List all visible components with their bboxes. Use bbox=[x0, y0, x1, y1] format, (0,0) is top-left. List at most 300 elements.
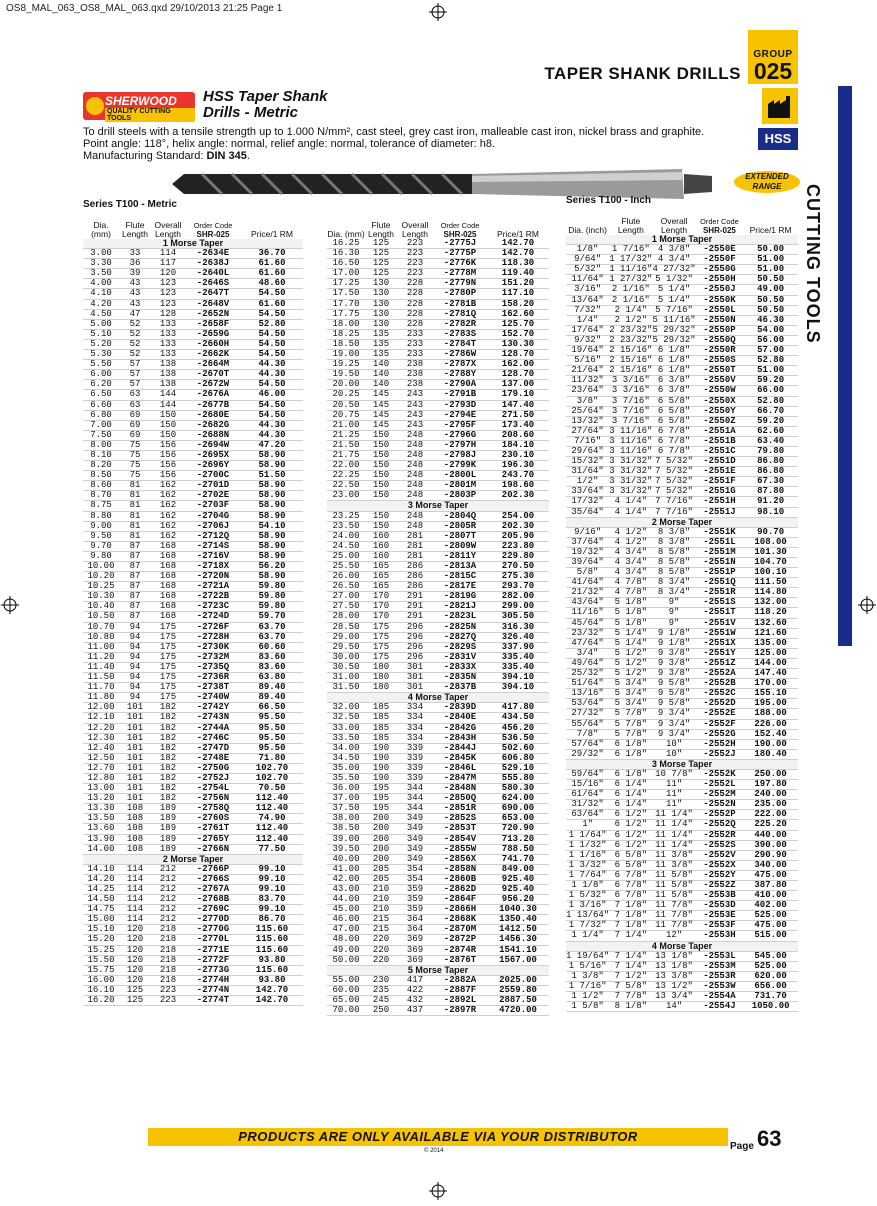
flute-length-cell: 7 1/2" bbox=[614, 970, 648, 981]
table-row bbox=[327, 763, 549, 773]
order-code-cell: -2783S bbox=[443, 328, 477, 339]
flute-length-cell: 150 bbox=[372, 439, 390, 450]
flute-length-cell: 150 bbox=[372, 510, 390, 521]
price-cell: 59.70 bbox=[258, 611, 286, 622]
overall-length-cell: 349 bbox=[406, 823, 424, 834]
overall-length-cell: 432 bbox=[406, 995, 424, 1006]
overall-length-cell: 168 bbox=[159, 540, 177, 551]
order-code-cell: -2680E bbox=[196, 409, 230, 420]
table-row bbox=[83, 602, 303, 612]
table-row bbox=[566, 315, 798, 325]
order-code-cell: -2848N bbox=[443, 783, 477, 794]
order-code-cell: -2752J bbox=[196, 772, 230, 783]
order-code-cell: -2677B bbox=[196, 399, 230, 410]
flute-length-cell: 81 bbox=[129, 520, 141, 531]
table-row bbox=[566, 790, 798, 800]
overall-length-cell: 238 bbox=[406, 379, 424, 390]
order-code-cell: -2760S bbox=[196, 813, 230, 824]
overall-length-cell: 175 bbox=[159, 692, 177, 703]
table-row bbox=[566, 951, 798, 961]
flute-length-cell: 175 bbox=[372, 631, 390, 642]
order-code-cell: -2872P bbox=[443, 934, 477, 945]
overall-length-cell: 334 bbox=[406, 702, 424, 713]
header-overall: Overall Length bbox=[401, 220, 429, 239]
diameter-cell: 55/64" bbox=[571, 718, 604, 729]
price-cell: 580.30 bbox=[501, 783, 535, 794]
table-row bbox=[327, 541, 549, 551]
overall-length-cell: 359 bbox=[406, 904, 424, 915]
diameter-cell: 1 7/64" bbox=[568, 869, 607, 880]
table-row bbox=[327, 915, 549, 925]
price-cell: 50.50 bbox=[757, 294, 785, 305]
flute-length-cell: 4 7/8" bbox=[614, 587, 648, 598]
order-code-cell: -2815C bbox=[443, 571, 477, 582]
diameter-cell: 14.00 bbox=[87, 843, 115, 854]
order-code-cell: -2552X bbox=[703, 859, 736, 870]
flute-length-cell: 3 3/16" bbox=[611, 375, 650, 386]
table-row bbox=[327, 673, 549, 683]
diameter-cell: 41/64" bbox=[571, 577, 604, 588]
price-cell: 223.80 bbox=[501, 540, 535, 551]
table-row bbox=[83, 350, 303, 360]
flute-length-cell: 5 1/2" bbox=[614, 647, 648, 658]
flute-length-cell: 36 bbox=[129, 258, 141, 269]
price-cell: 54.50 bbox=[258, 379, 286, 390]
table-row bbox=[566, 265, 798, 275]
overall-length-cell: 138 bbox=[159, 379, 177, 390]
overall-length-cell: 334 bbox=[406, 712, 424, 723]
order-code-cell: -2851R bbox=[443, 803, 477, 814]
table-row bbox=[83, 753, 303, 763]
overall-length-cell: 6 5/8" bbox=[657, 405, 691, 416]
flute-length-cell: 94 bbox=[129, 672, 141, 683]
price-cell: 1040.30 bbox=[499, 904, 537, 915]
price-cell: 226.00 bbox=[754, 718, 787, 729]
price-cell: 179.10 bbox=[501, 389, 535, 400]
overall-length-cell: 248 bbox=[406, 480, 424, 491]
table-row bbox=[566, 1002, 798, 1012]
overall-length-cell: 10 7/8" bbox=[655, 768, 693, 779]
order-code-cell: -2552C bbox=[703, 688, 736, 699]
diameter-cell: 40.00 bbox=[332, 853, 360, 864]
overall-length-cell: 364 bbox=[406, 924, 424, 935]
price-cell: 115.60 bbox=[255, 944, 289, 955]
diameter-cell: 15/16" bbox=[571, 779, 604, 790]
table-row bbox=[566, 275, 798, 285]
order-code-cell: -2550E bbox=[703, 244, 736, 255]
order-code-cell: -2696Y bbox=[196, 460, 230, 471]
price-cell: 99.10 bbox=[258, 873, 286, 884]
price-cell: 58.90 bbox=[258, 449, 286, 460]
diameter-cell: 24.00 bbox=[332, 530, 360, 541]
diameter-cell: 1 19/64" bbox=[566, 950, 610, 961]
diameter-cell: 59/64" bbox=[571, 768, 604, 779]
overall-length-cell: 168 bbox=[159, 611, 177, 622]
price-cell: 142.70 bbox=[501, 238, 535, 248]
overall-length-cell: 349 bbox=[406, 853, 424, 864]
price-cell: 410.00 bbox=[754, 890, 787, 901]
order-code-cell: -2780P bbox=[443, 288, 477, 299]
order-code-cell: -2784T bbox=[443, 338, 477, 349]
flute-length-cell: 125 bbox=[372, 238, 390, 248]
flute-length-cell: 2 23/32" bbox=[609, 334, 653, 345]
price-cell: 44.30 bbox=[258, 429, 286, 440]
table-row bbox=[327, 259, 549, 269]
order-code-cell: -2550P bbox=[703, 324, 736, 335]
table-row bbox=[83, 309, 303, 319]
table-row bbox=[327, 531, 549, 541]
order-code-cell: -2723C bbox=[196, 601, 230, 612]
flute-length-cell: 75 bbox=[129, 460, 141, 471]
flute-length-cell: 130 bbox=[372, 288, 390, 299]
table-row bbox=[566, 245, 798, 255]
price-cell: 104.70 bbox=[754, 557, 787, 567]
order-code-cell: -2672W bbox=[196, 379, 230, 390]
table-row bbox=[83, 864, 303, 874]
flute-length-cell: 150 bbox=[372, 429, 390, 440]
order-code-cell: -2833X bbox=[443, 661, 477, 672]
overall-length-cell: 182 bbox=[159, 772, 177, 783]
diameter-cell: 20.75 bbox=[332, 409, 360, 420]
diameter-cell: 5.50 bbox=[90, 359, 112, 370]
table-row bbox=[83, 834, 303, 844]
table-row bbox=[83, 339, 303, 349]
table-row bbox=[566, 346, 798, 356]
diameter-cell: 5.10 bbox=[90, 328, 112, 339]
order-code-cell: -2837B bbox=[443, 682, 477, 693]
table-row bbox=[83, 612, 303, 622]
overall-length-cell: 182 bbox=[159, 702, 177, 713]
header-dia: Dia. (inch) bbox=[568, 225, 607, 235]
diameter-cell: 3/8" bbox=[576, 395, 599, 406]
order-code-cell: -2551S bbox=[703, 597, 736, 608]
order-code-cell: -2662K bbox=[196, 349, 230, 360]
order-code-cell: -2702E bbox=[196, 490, 230, 501]
diameter-cell: 30.00 bbox=[332, 651, 360, 662]
flute-length-cell: 150 bbox=[372, 470, 390, 481]
table-row bbox=[83, 925, 303, 935]
diameter-cell: 9/64" bbox=[574, 254, 602, 265]
order-code-cell: -2703F bbox=[196, 500, 230, 511]
overall-length-cell: 11 5/8" bbox=[655, 869, 693, 880]
price-cell: 108.00 bbox=[754, 536, 787, 547]
overall-length-cell: 117 bbox=[159, 258, 177, 269]
order-code-cell: -2732M bbox=[196, 651, 230, 662]
price-cell: 402.00 bbox=[754, 900, 787, 911]
table-row bbox=[83, 996, 303, 1006]
order-code-cell: -2858N bbox=[443, 863, 477, 874]
diameter-cell: 28.00 bbox=[332, 611, 360, 622]
flute-length-cell: 195 bbox=[372, 783, 390, 794]
price-cell: 102.70 bbox=[255, 762, 289, 773]
diameter-cell: 20.50 bbox=[332, 399, 360, 410]
order-code-cell: -2550R bbox=[703, 345, 736, 356]
overall-length-cell: 369 bbox=[406, 934, 424, 945]
price-cell: 56.20 bbox=[258, 561, 286, 571]
diameter-cell: 47/64" bbox=[571, 637, 604, 648]
table-row bbox=[327, 461, 549, 471]
diameter-cell: 10.25 bbox=[87, 581, 115, 592]
price-cell: 48.60 bbox=[258, 278, 286, 289]
table-row bbox=[83, 370, 303, 380]
price-cell: 66.50 bbox=[258, 702, 286, 713]
price-cell: 299.00 bbox=[501, 601, 535, 612]
overall-length-cell: 175 bbox=[159, 661, 177, 672]
table-row bbox=[566, 921, 798, 931]
order-code-cell: -2552A bbox=[703, 668, 736, 679]
overall-length-cell: 281 bbox=[406, 530, 424, 541]
flute-length-cell: 5 1/2" bbox=[614, 657, 648, 668]
price-cell: 180.40 bbox=[754, 748, 787, 759]
overall-length-cell: 13 1/8" bbox=[655, 950, 693, 961]
table-row bbox=[83, 935, 303, 945]
order-code-cell: -2817E bbox=[443, 581, 477, 592]
flute-length-cell: 8 1/8" bbox=[614, 1001, 648, 1012]
flute-length-cell: 94 bbox=[129, 682, 141, 693]
file-header: OS8_MAL_063_OS8_MAL_063.qxd 29/10/2013 21:25 Page 1 bbox=[6, 3, 283, 14]
diameter-cell: 6.80 bbox=[90, 409, 112, 420]
distributor-banner: PRODUCTS ARE ONLY AVAILABLE VIA YOUR DISTRIBUTOR bbox=[148, 1128, 728, 1146]
price-cell: 1456.30 bbox=[499, 934, 537, 945]
order-code-cell: -2553M bbox=[703, 960, 736, 971]
overall-length-cell: 223 bbox=[406, 268, 424, 279]
diameter-cell: 10.80 bbox=[87, 631, 115, 642]
diameter-cell: 9.70 bbox=[90, 540, 112, 551]
overall-length-cell: 120 bbox=[159, 268, 177, 279]
order-code-cell: -2842G bbox=[443, 722, 477, 733]
diameter-cell: 6.60 bbox=[90, 399, 112, 410]
diameter-cell: 1/4" bbox=[576, 314, 599, 325]
diameter-cell: 8.60 bbox=[90, 480, 112, 491]
table-row bbox=[327, 511, 549, 521]
diameter-cell: 10.30 bbox=[87, 591, 115, 602]
overall-length-cell: 150 bbox=[159, 409, 177, 420]
price-cell: 121.60 bbox=[754, 627, 787, 638]
order-code-cell: -2552P bbox=[703, 809, 736, 820]
diameter-cell: 3/4" bbox=[576, 647, 599, 658]
diameter-cell: 5.30 bbox=[90, 349, 112, 360]
order-code-cell: -2765Y bbox=[196, 833, 230, 844]
diameter-cell: 31/64" bbox=[571, 466, 604, 477]
price-cell: 60.60 bbox=[258, 641, 286, 652]
order-code-cell: -2550V bbox=[703, 375, 736, 386]
flute-length-cell: 175 bbox=[372, 651, 390, 662]
group-label: GROUP bbox=[753, 49, 793, 60]
overall-length-cell: 344 bbox=[406, 793, 424, 804]
overall-length-cell: 248 bbox=[406, 460, 424, 471]
flute-length-cell: 4 7/8" bbox=[614, 577, 648, 588]
diameter-cell: 17.50 bbox=[332, 288, 360, 299]
table-row bbox=[83, 683, 303, 693]
order-code-cell: -2781B bbox=[443, 298, 477, 309]
overall-length-cell: 11 7/8" bbox=[655, 920, 693, 931]
table-row bbox=[83, 662, 303, 672]
taper-section-header bbox=[566, 517, 798, 527]
price-cell: 54.50 bbox=[258, 338, 286, 349]
registration-mark-icon bbox=[858, 596, 876, 614]
flute-length-cell: 2 1/16" bbox=[611, 294, 650, 305]
order-code-cell: -2551L bbox=[703, 536, 736, 547]
diameter-cell: 12.30 bbox=[87, 732, 115, 743]
diameter-cell: 9/32" bbox=[574, 334, 602, 345]
extended-range-badge: EXTENDED RANGE bbox=[734, 171, 800, 193]
diameter-cell: 23.00 bbox=[332, 490, 360, 501]
price-cell: 731.70 bbox=[754, 991, 787, 1002]
overall-length-cell: 339 bbox=[406, 772, 424, 783]
overall-length-cell: 354 bbox=[406, 863, 424, 874]
header-flute: Flute Length bbox=[122, 220, 148, 239]
flute-length-cell: 140 bbox=[372, 369, 390, 380]
order-code-cell: -2552V bbox=[703, 849, 736, 860]
flute-length-cell: 200 bbox=[372, 853, 390, 864]
table-row bbox=[83, 642, 303, 652]
price-cell: 282.00 bbox=[501, 591, 535, 602]
series-title-metric: Series T100 - Metric bbox=[83, 199, 177, 210]
diameter-cell: 45/64" bbox=[571, 617, 604, 628]
header-overall: Overall Length bbox=[660, 216, 688, 235]
order-code-cell: -2552M bbox=[703, 789, 736, 800]
diameter-cell: 55.00 bbox=[332, 974, 360, 985]
overall-length-cell: 301 bbox=[406, 672, 424, 683]
diameter-cell: 11.20 bbox=[87, 651, 115, 662]
overall-length-cell: 12" bbox=[665, 930, 683, 941]
price-cell: 86.70 bbox=[258, 914, 286, 925]
flute-length-cell: 4 1/4" bbox=[614, 496, 648, 507]
diameter-cell: 1 7/32" bbox=[568, 920, 607, 931]
order-code-cell: -2771E bbox=[196, 944, 230, 955]
diameter-cell: 17.00 bbox=[332, 268, 360, 279]
overall-length-cell: 128 bbox=[159, 308, 177, 319]
price-cell: 394.10 bbox=[501, 672, 535, 683]
price-cell: 36.70 bbox=[258, 248, 286, 259]
diameter-cell: 1 13/64" bbox=[566, 910, 610, 921]
price-cell: 188.00 bbox=[754, 708, 787, 719]
diameter-cell: 22.00 bbox=[332, 460, 360, 471]
overall-length-cell: 162 bbox=[159, 530, 177, 541]
table-row bbox=[83, 733, 303, 743]
price-cell: 132.60 bbox=[754, 617, 787, 628]
order-code-cell: -2774H bbox=[196, 974, 230, 985]
table-row bbox=[83, 874, 303, 884]
flute-length-cell: 63 bbox=[129, 399, 141, 410]
overall-length-cell: 349 bbox=[406, 833, 424, 844]
price-cell: 118.20 bbox=[754, 607, 787, 618]
table-row bbox=[327, 773, 549, 783]
diameter-cell: 13.50 bbox=[87, 813, 115, 824]
table-row bbox=[566, 356, 798, 366]
price-cell: 130.30 bbox=[501, 338, 535, 349]
price-cell: 4720.00 bbox=[499, 1005, 537, 1016]
overall-length-cell: 168 bbox=[159, 561, 177, 571]
table-row bbox=[327, 410, 549, 420]
table-row bbox=[83, 814, 303, 824]
flute-length-cell: 4 1/2" bbox=[614, 536, 648, 547]
diameter-cell: 16.30 bbox=[332, 248, 360, 259]
price-cell: 66.00 bbox=[757, 385, 785, 396]
order-code-cell: -2844J bbox=[443, 742, 477, 753]
flute-length-cell: 101 bbox=[126, 702, 144, 713]
table-row bbox=[327, 562, 549, 572]
flute-length-cell: 7 1/8" bbox=[614, 900, 648, 911]
table-row bbox=[327, 652, 549, 662]
overall-length-cell: 11 5/8" bbox=[655, 890, 693, 901]
overall-length-cell: 9 5/8" bbox=[657, 678, 691, 689]
table-row bbox=[327, 1006, 549, 1016]
flute-length-cell: 230 bbox=[372, 974, 390, 985]
brand-name: SHERWOOD bbox=[105, 94, 177, 108]
table-row bbox=[83, 380, 303, 390]
order-code-cell: -2553R bbox=[703, 970, 736, 981]
order-code-cell: -2688N bbox=[196, 429, 230, 440]
table-row bbox=[327, 632, 549, 642]
flute-length-cell: 114 bbox=[126, 884, 144, 894]
price-cell: 741.70 bbox=[501, 853, 535, 864]
overall-length-cell: 189 bbox=[159, 843, 177, 854]
order-code-cell: -2552Q bbox=[703, 819, 736, 830]
diameter-cell: 17/64" bbox=[571, 324, 604, 335]
flute-length-cell: 210 bbox=[372, 884, 390, 894]
diameter-cell: 13/32" bbox=[571, 415, 604, 426]
overall-length-cell: 133 bbox=[159, 349, 177, 360]
overall-length-cell: 339 bbox=[406, 742, 424, 753]
price-cell: 59.20 bbox=[757, 375, 785, 386]
overall-length-cell: 212 bbox=[159, 873, 177, 884]
diameter-cell: 63/64" bbox=[571, 809, 604, 820]
price-cell: 86.80 bbox=[757, 456, 785, 467]
diameter-cell: 1 1/32" bbox=[568, 839, 607, 850]
overall-length-cell: 11" bbox=[665, 799, 683, 810]
price-cell: 144.00 bbox=[754, 657, 787, 668]
flute-length-cell: 57 bbox=[129, 369, 141, 380]
order-code-cell: -2790A bbox=[443, 379, 477, 390]
price-cell: 115.60 bbox=[255, 924, 289, 935]
flute-length-cell: 125 bbox=[126, 984, 144, 995]
table-row bbox=[327, 713, 549, 723]
overall-length-cell: 9 5/8" bbox=[657, 688, 691, 699]
order-code-cell: -2551D bbox=[703, 456, 736, 467]
table-row bbox=[566, 992, 798, 1002]
price-cell: 54.50 bbox=[258, 288, 286, 299]
flute-length-cell: 75 bbox=[129, 470, 141, 481]
overall-length-cell: 182 bbox=[159, 732, 177, 743]
diameter-cell: 29.00 bbox=[332, 631, 360, 642]
flute-length-cell: 101 bbox=[126, 742, 144, 753]
flute-length-cell: 5 1/8" bbox=[614, 617, 648, 628]
table-row bbox=[327, 844, 549, 854]
diameter-cell: 4.00 bbox=[90, 278, 112, 289]
table-row bbox=[83, 794, 303, 804]
order-code-cell: -2853T bbox=[443, 823, 477, 834]
price-cell: 1350.40 bbox=[499, 914, 537, 925]
diameter-cell: 29/64" bbox=[571, 445, 604, 456]
overall-length-cell: 6 1/8" bbox=[657, 365, 691, 376]
diameter-cell: 1 5/8" bbox=[571, 1001, 604, 1012]
flute-length-cell: 5 1/2" bbox=[614, 668, 648, 679]
flute-length-cell: 5 1/8" bbox=[614, 597, 648, 608]
price-cell: 394.10 bbox=[501, 682, 535, 693]
table-row bbox=[327, 521, 549, 531]
overall-length-cell: 9 3/8" bbox=[657, 668, 691, 679]
overall-length-cell: 9" bbox=[668, 597, 680, 608]
flute-length-cell: 2 23/32" bbox=[609, 324, 653, 335]
overall-length-cell: 168 bbox=[159, 601, 177, 612]
flute-length-cell: 120 bbox=[126, 944, 144, 955]
diameter-cell: 11.70 bbox=[87, 682, 115, 693]
flute-length-cell: 5 7/8" bbox=[614, 728, 648, 739]
diameter-cell: 9.00 bbox=[90, 520, 112, 531]
diameter-cell: 17.25 bbox=[332, 278, 360, 289]
flute-length-cell: 7 5/8" bbox=[614, 980, 648, 991]
